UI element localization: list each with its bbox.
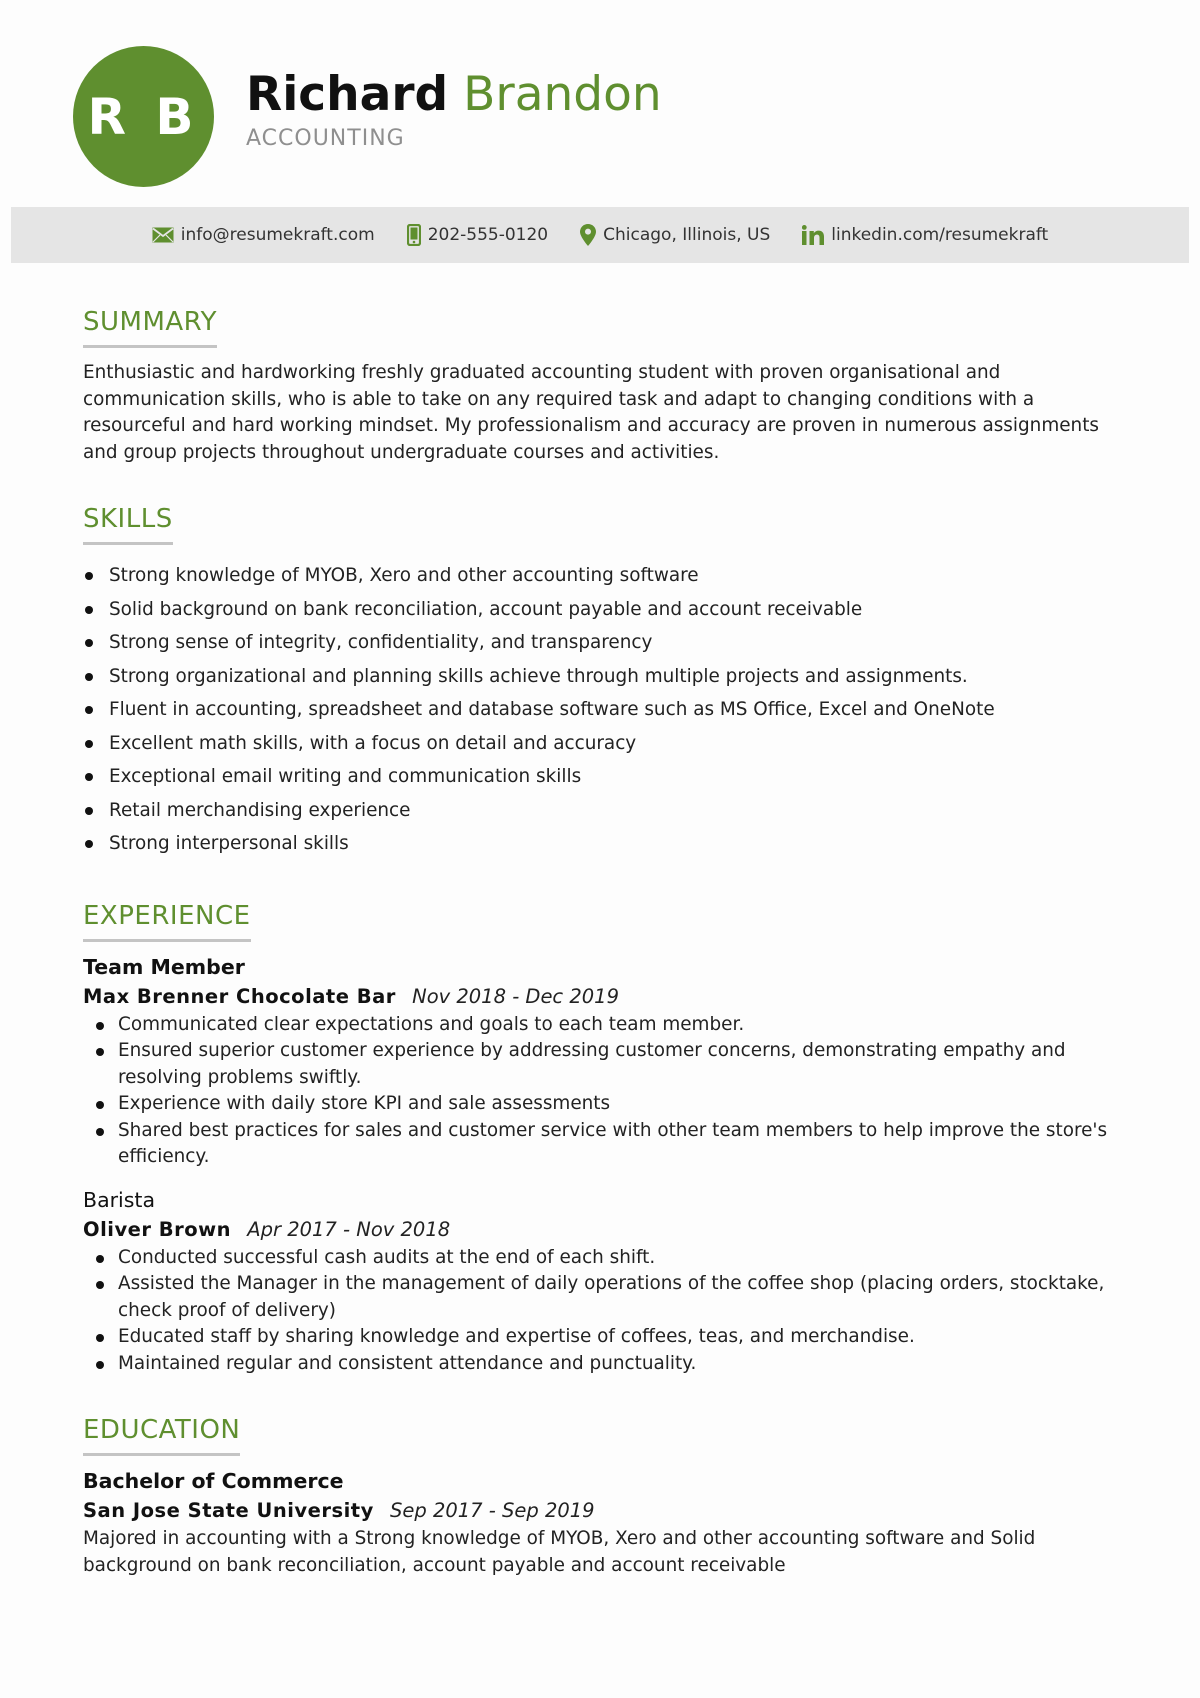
skill-item: Exceptional email writing and communication skills bbox=[83, 760, 1133, 794]
education-heading: EDUCATION bbox=[83, 1413, 240, 1456]
duty-item: Ensured superior customer experience by addressing customer concerns, demonstrating empathy and resolving problems swiftly. bbox=[118, 1038, 1133, 1091]
skill-item: Strong organizational and planning skills achieve through multiple projects and assignments. bbox=[83, 660, 1133, 694]
job-duties bbox=[83, 1245, 1133, 1378]
contact-location bbox=[580, 224, 770, 246]
duty-item: Maintained regular and consistent attendance and punctuality. bbox=[118, 1351, 1133, 1378]
skills-section bbox=[83, 502, 1133, 861]
contact-phone-text: 202-555-0120 bbox=[427, 225, 549, 245]
job-company-line bbox=[83, 1215, 1133, 1245]
skill-item: Strong knowledge of MYOB, Xero and other accounting software bbox=[83, 559, 1133, 593]
contact-linkedin[interactable] bbox=[802, 225, 1048, 245]
phone-icon bbox=[407, 224, 421, 246]
resume-content bbox=[83, 305, 1133, 1579]
education-description: Majored in accounting with a Strong knowledge of MYOB, Xero and other accounting software and Solid background on bank reconciliation, account payable and account receivable bbox=[83, 1528, 1036, 1576]
skill-item: Retail merchandising experience bbox=[83, 794, 1133, 828]
contact-phone[interactable] bbox=[407, 224, 548, 246]
experience-heading: EXPERIENCE bbox=[83, 899, 251, 942]
education-dates: Sep 2017 - Sep 2019 bbox=[390, 1499, 595, 1522]
skill-item: Fluent in accounting, spreadsheet and database software such as MS Office, Excel and OneNote bbox=[83, 693, 1133, 727]
degree-title: Bachelor of Commerce bbox=[83, 1469, 344, 1493]
education-entry bbox=[83, 1466, 1133, 1579]
contact-email[interactable] bbox=[152, 225, 375, 245]
contact-email-text: info@resumekraft.com bbox=[180, 225, 375, 245]
job-company: Oliver Brown bbox=[83, 1217, 232, 1241]
contact-bar bbox=[11, 207, 1189, 263]
job-title: Barista bbox=[83, 1187, 156, 1212]
first-name: Richard bbox=[246, 67, 449, 122]
school-name: San Jose State University bbox=[83, 1499, 374, 1522]
full-name bbox=[246, 64, 662, 126]
duty-item: Experience with daily store KPI and sale assessments bbox=[118, 1091, 1133, 1118]
job-company: Max Brenner Chocolate Bar bbox=[83, 984, 396, 1008]
job-duties bbox=[83, 1012, 1133, 1171]
skills-list bbox=[83, 559, 1133, 861]
contact-linkedin-text: linkedin.com/resumekraft bbox=[831, 225, 1049, 245]
summary-text: Enthusiastic and hardworking freshly graduated accounting student with proven organisational and communication skills, who is able to take on any required task and adapt to changing conditions with a resourceful and hard working mindset. My professionalism and accuracy are proven in numerous assignments and group projects throughout undergraduate courses and activities. bbox=[83, 362, 1100, 463]
name-block bbox=[246, 64, 662, 152]
summary-section bbox=[83, 305, 1133, 466]
location-pin-icon bbox=[580, 224, 596, 246]
job-entry bbox=[83, 1185, 1133, 1378]
duty-item: Conducted successful cash audits at the end of each shift. bbox=[118, 1245, 1133, 1272]
education-section bbox=[83, 1413, 1133, 1579]
summary-heading: SUMMARY bbox=[83, 305, 217, 348]
linkedin-icon bbox=[802, 225, 824, 245]
duty-item: Shared best practices for sales and customer service with other team members to help improve the store's efficiency. bbox=[118, 1118, 1133, 1171]
last-name: Brandon bbox=[463, 67, 662, 122]
skills-heading: SKILLS bbox=[83, 502, 173, 545]
job-dates: Apr 2017 - Nov 2018 bbox=[247, 1217, 451, 1241]
job-entry bbox=[83, 952, 1133, 1171]
experience-section bbox=[83, 899, 1133, 1378]
initials: R B bbox=[87, 87, 200, 146]
job-title: Team Member bbox=[83, 954, 245, 979]
initials-avatar bbox=[73, 46, 214, 187]
school-line bbox=[83, 1496, 1133, 1526]
role-title: ACCOUNTING bbox=[246, 126, 405, 151]
skill-item: Strong sense of integrity, confidentiality, and transparency bbox=[83, 626, 1133, 660]
duty-item: Educated staff by sharing knowledge and expertise of coffees, teas, and merchandise. bbox=[118, 1324, 1133, 1351]
contact-location-text: Chicago, Illinois, US bbox=[603, 225, 771, 245]
duty-item: Assisted the Manager in the management of daily operations of the coffee shop (placing orders, stocktake, check proof of delivery) bbox=[118, 1271, 1133, 1324]
skill-item: Strong interpersonal skills bbox=[83, 827, 1133, 861]
duty-item: Communicated clear expectations and goals to each team member. bbox=[118, 1012, 1133, 1039]
skill-item: Solid background on bank reconciliation, account payable and account receivable bbox=[83, 593, 1133, 627]
skill-item: Excellent math skills, with a focus on detail and accuracy bbox=[83, 727, 1133, 761]
job-company-line bbox=[83, 982, 1133, 1012]
email-icon bbox=[152, 227, 174, 243]
job-dates: Nov 2018 - Dec 2019 bbox=[412, 984, 619, 1008]
